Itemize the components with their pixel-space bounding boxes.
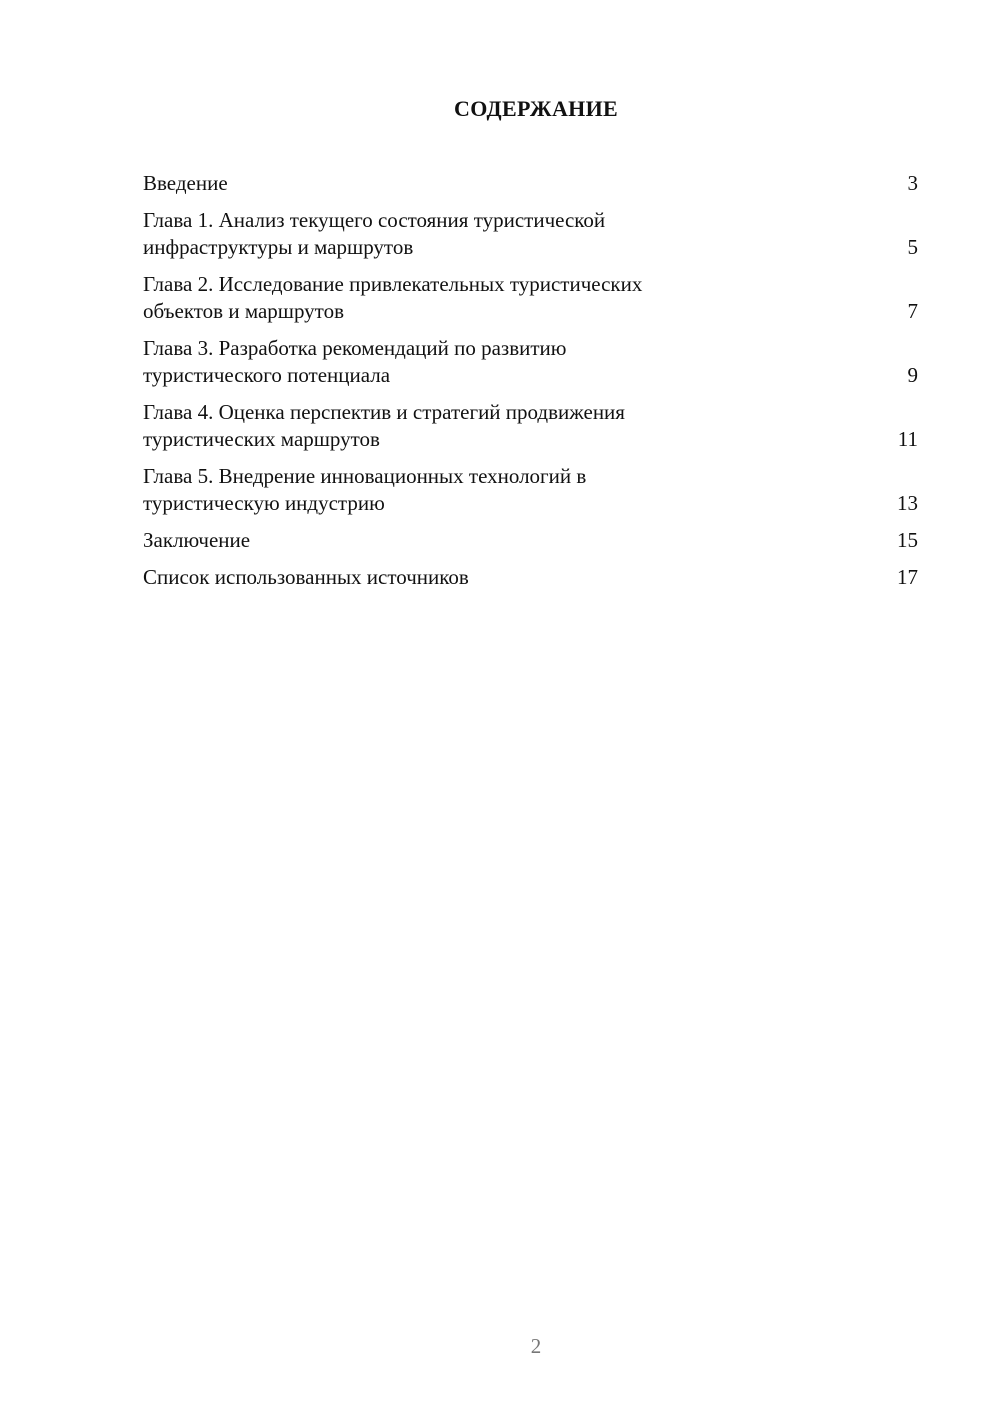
toc-entry-label-line: Глава 1. Анализ текущего состояния туристической: [143, 208, 606, 232]
toc-entry-label-line: Глава 5. Внедрение инновационных технологий в: [143, 464, 587, 488]
toc-entry-chapter-1: [143, 207, 918, 261]
toc-entry-label: [143, 399, 793, 453]
toc-entry-conclusion: [143, 527, 918, 554]
toc-entry-chapter-5: [143, 463, 918, 517]
toc-entry-label: [143, 463, 793, 517]
toc-entry-references: [143, 564, 918, 591]
toc-entry-label-line: Глава 4. Оценка перспектив и стратегий продвижения: [143, 400, 625, 424]
page-title: СОДЕРЖАНИЕ: [454, 96, 618, 121]
toc-entry-page: 17: [897, 565, 918, 589]
toc-entry-label: [143, 527, 793, 554]
toc-entry-page: 13: [897, 491, 918, 515]
toc-entry-label: [143, 271, 793, 325]
toc-entry-page: 11: [897, 427, 918, 451]
toc-entry-label-line: инфраструктуры и маршрутов: [143, 235, 414, 259]
table-of-contents: [143, 170, 918, 601]
toc-entry-introduction: [143, 170, 918, 197]
toc-entry-chapter-4: [143, 399, 918, 453]
toc-entry-page: 9: [907, 363, 918, 387]
toc-entry-label-line: Заключение: [143, 528, 251, 552]
toc-entry-label-line: Глава 2. Исследование привлекательных туристических: [143, 272, 643, 296]
toc-entry-label: [143, 207, 793, 261]
toc-entry-label-line: Список использованных источников: [143, 565, 469, 589]
toc-entry-label-line: Глава 3. Разработка рекомендаций по развитию: [143, 336, 567, 360]
toc-entry-page: 7: [907, 299, 918, 323]
toc-entry-chapter-2: [143, 271, 918, 325]
toc-entry-label-line: туристических маршрутов: [143, 427, 380, 451]
toc-entry-label: [143, 335, 793, 389]
toc-entry-label-line: туристического потенциала: [143, 363, 391, 387]
toc-entry-label-line: Введение: [143, 171, 228, 195]
toc-entry-label: [143, 564, 793, 591]
toc-entry-label-line: туристическую индустрию: [143, 491, 385, 515]
toc-entry-chapter-3: [143, 335, 918, 389]
toc-entry-page: 5: [907, 235, 918, 259]
page-number: 2: [530, 1334, 542, 1358]
toc-entry-page: 15: [897, 528, 918, 552]
toc-entry-label-line: объектов и маршрутов: [143, 299, 344, 323]
toc-entry-label: [143, 170, 793, 197]
toc-entry-page: 3: [907, 171, 918, 195]
